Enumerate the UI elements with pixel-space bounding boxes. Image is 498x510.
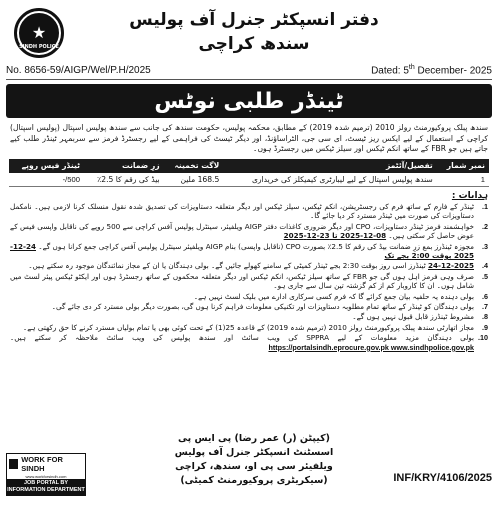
- star-icon: ★: [31, 23, 47, 42]
- inf-code: INF/KRY/4106/2025: [393, 472, 492, 484]
- reference-row: [6, 62, 492, 80]
- cell-security: بیڈ کی رقم کا 2.5٪: [84, 173, 164, 187]
- cell-sno: 1: [437, 173, 489, 187]
- sindh-police-logo: [14, 8, 64, 58]
- cell-cost: 168.5 ملین: [164, 173, 224, 187]
- signature-block: [126, 432, 382, 488]
- list-item: 8. مشروط ٹینڈرز قابل قبول نہیں ہوں گے۔: [352, 312, 488, 322]
- opening-date: 24-12-2025: [428, 261, 474, 271]
- wfs-title: WORK FOR SINDH: [21, 455, 63, 473]
- instructions-list: [6, 202, 492, 352]
- signatory-name: (کیپٹن (ر) عمر رضا) پی ایس پی: [178, 433, 330, 444]
- list-item: 2. خواہشمند فرمز ٹینڈر دستاویزات، CPO اور دیگر ضروری کاغذات دفتر AIGP ویلفیئر، سینٹرل پولیس آفس کراچی سے 500 روپے کی ناقابل واپسی فیس کے عوض حاصل کر سکتی ہیں۔ 08-12-2025 تا 23-12-2025: [10, 221, 488, 241]
- signatory-office: ویلفیئر سی پی او، سندھ، کراچی: [175, 461, 333, 472]
- title-line-2: سندھ کراچی: [198, 34, 310, 54]
- col-estimated-cost: لاگت تخمینہ: [164, 159, 224, 173]
- cell-fee: 500/-: [9, 173, 84, 187]
- list-item: 4. 24-12-2025 ٹینڈرز اسی روز بوقت 2:30 بجے ٹینڈر کمیٹی کے سامنے کھولے جائیں گے۔ بولی دہندگان یا ان کے مجاز نمائندگان موجود رہ سکتے ہیں۔: [28, 261, 488, 271]
- signatory-committee: (سیکریٹری پروکیورمنٹ کمیٹی): [180, 475, 328, 486]
- logo-text: SINDH POLICE: [19, 44, 59, 50]
- wfs-caption: JOB PORTAL BY INFORMATION DEPARTMENT: [7, 480, 85, 493]
- col-tender-fee: ٹینڈر فیس روپے: [9, 159, 84, 173]
- title-line-1: دفتر انسپکٹر جنرل آف پولیس: [129, 10, 379, 30]
- list-item: 5. صرف وہی فرمز اہل ہوں گی جو FBR کے ساتھ سیلز ٹیکس، انکم ٹیکس اور دیگر متعلقہ محکموں کے ساتھ رجسٹرڈ ہوں اور ایکٹو ٹیکس پیئر لسٹ میں شامل ہوں۔ ان کا کاروبار کم از کم گزشتہ تین سال سے جاری ہو۔: [10, 271, 488, 291]
- reference-number: No. 8656-59/AIGP/Wel/P.H/2025: [6, 65, 151, 76]
- wfs-url: www.workforsindh.com: [25, 474, 67, 479]
- list-item: 1. ٹینڈر کے فارم کے ساتھ فرم کی رجسٹریشن، انکم ٹیکس، سیلز ٹیکس اور دیگر متعلقہ دستاویزات کی تصدیق شدہ نقول منسلک کرنا لازمی ہیں۔ نامکمل دستاویزات کی صورت میں ٹینڈر مسترد کر دیا جائے گا۔: [10, 202, 488, 221]
- work-for-sindh-badge: [6, 453, 86, 496]
- list-item: 6. بولی دہندہ یہ حلفیہ بیان جمع کرائے گا کہ فرم کسی سرکاری ادارے میں بلیک لسٹ نہیں ہے۔: [193, 291, 488, 301]
- date-range: 08-12-2025 تا 23-12-2025: [283, 231, 387, 241]
- list-item: 10. بولی دہندگان مزید معلومات کے لیے SPPRA کی ویب سائٹ اور سندھ پولیس کی ویب سائٹ ملاحظہ کر سکتے ہیں۔ https://portalsindh.eprocure.gov.pk www.sindhpolice.gov.pk: [10, 333, 488, 352]
- signatory-designation: اسسٹنٹ انسپکٹر جنرل آف پولیس: [174, 447, 334, 458]
- work-for-sindh-icon: [9, 459, 18, 469]
- list-item: 7. بولی دہندگان کو ٹینڈر کے ساتھ تمام مطلوبہ دستاویزات اور تکنیکی معلومات فراہم کرنا ہوں گی، بصورت دیگر بولی مسترد کر دی جائے گی۔: [51, 302, 488, 312]
- date: Dated: 5th December- 2025: [371, 64, 492, 77]
- banner-title: ٹینڈر طلبی نوٹس: [154, 88, 344, 114]
- table-header-row: [9, 159, 489, 173]
- col-security: زرِ ضمانت: [84, 159, 164, 173]
- submission-deadline: 24-12-2025 بوقت 2:00 بجے تک: [10, 241, 474, 261]
- col-description: تفصیل/آئٹمز: [223, 159, 436, 173]
- table-row: [9, 173, 489, 187]
- tender-table: [9, 159, 489, 188]
- footer: [6, 432, 492, 504]
- list-item: 9. مجاز اتھارٹی سندھ پبلک پروکیورمنٹ رولز 2010 (ترمیم شدہ 2019) کے قاعدہ 25(1) کے تحت کوئی بھی یا تمام بولیاں مسترد کرنے کا حق رکھتی ہے۔: [23, 322, 488, 332]
- office-title: [76, 8, 432, 56]
- instructions-heading: ہدایات :: [451, 191, 488, 201]
- header: [6, 4, 492, 62]
- notice-banner: [6, 84, 492, 118]
- list-item: 3. مجوزہ ٹینڈرز بمع زرِ ضمانت بیڈ کی رقم کا 2.5٪ بصورت CPO (ناقابل واپسی) بنام AIGP ویلفیئر سینٹرل پولیس آفس کراچی جمع کرانا ہوں گے۔ 24-12-2025 بوقت 2:00 بجے تک: [10, 241, 488, 261]
- col-sno: نمبر شمار: [437, 159, 489, 173]
- website-links[interactable]: https://portalsindh.eprocure.gov.pk www.sindhpolice.gov.pk: [268, 342, 474, 352]
- intro-paragraph: سندھ پبلک پروکیورمنٹ رولز 2010 (ترمیم شدہ 2019) کے مطابق، محکمہ پولیس، حکومت سندھ کی جانب سے سندھ پولیس اسپتال (پولیس اسپتال) کراچی کے استعمال کے لیے ایکس ریز ٹیسٹ، ای سی جی، الٹراساؤنڈ، اور دیگر ٹیسٹ کی فراہمی کے لیے رجسٹرڈ فرمز سے سربمہر ٹینڈر طلب کیے جاتے ہیں جو FBR کے ساتھ انکم ٹیکس اور سیلز ٹیکس میں رجسٹرڈ ہوں۔: [10, 123, 488, 153]
- cell-description: سندھ پولیس اسپتال کے لیے لیبارٹری کیمیکلز کی خریداری: [223, 173, 436, 187]
